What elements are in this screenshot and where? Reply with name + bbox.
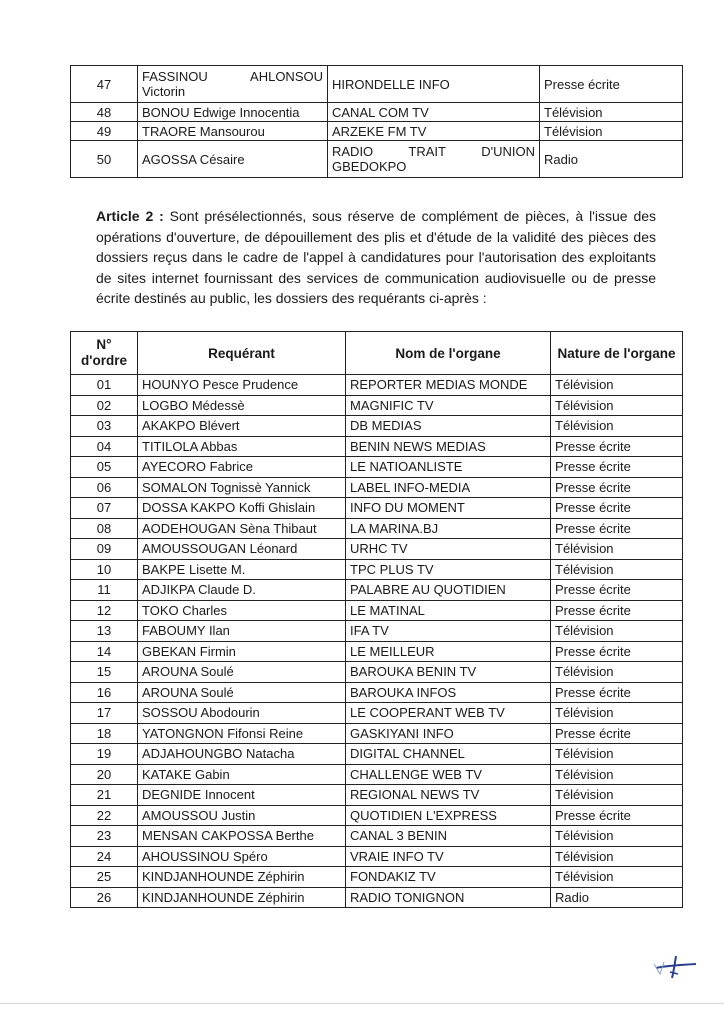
applicant-name: ADJIKPA Claude D. xyxy=(138,580,346,601)
row-number: 08 xyxy=(71,518,138,539)
applicant-name: BONOU Edwige Innocentia xyxy=(138,103,328,122)
header-organ-nature: Nature de l'organe xyxy=(551,332,683,375)
row-number: 24 xyxy=(71,846,138,867)
organ-nature: Télévision xyxy=(551,395,683,416)
organ-nature: Presse écrite xyxy=(551,600,683,621)
row-number: 07 xyxy=(71,498,138,519)
organ-nature: Presse écrite xyxy=(540,66,683,103)
applicant-name: LOGBO Médessè xyxy=(138,395,346,416)
organ-name: IFA TV xyxy=(346,621,551,642)
applicant-name: AMOUSSOU Justin xyxy=(138,805,346,826)
applicant-name: HOUNYO Pesce Prudence xyxy=(138,375,346,396)
row-number: 14 xyxy=(71,641,138,662)
applicant-name: TITILOLA Abbas xyxy=(138,436,346,457)
row-number: 20 xyxy=(71,764,138,785)
row-number: 10 xyxy=(71,559,138,580)
organ-nature: Télévision xyxy=(551,764,683,785)
organ-name: FONDAKIZ TV xyxy=(346,867,551,888)
organ-name: LABEL INFO-MEDIA xyxy=(346,477,551,498)
applicant-name: BAKPE Lisette M. xyxy=(138,559,346,580)
applicant-name: YATONGNON Fifonsi Reine xyxy=(138,723,346,744)
table-row xyxy=(71,826,683,847)
row-number: 49 xyxy=(71,122,138,141)
organ-name: VRAIE INFO TV xyxy=(346,846,551,867)
organ-name: CHALLENGE WEB TV xyxy=(346,764,551,785)
table-row xyxy=(71,436,683,457)
applicant-name: TOKO Charles xyxy=(138,600,346,621)
applicant-name: GBEKAN Firmin xyxy=(138,641,346,662)
table-row xyxy=(71,600,683,621)
row-number: 50 xyxy=(71,141,138,178)
table-row xyxy=(71,887,683,908)
table-row xyxy=(71,580,683,601)
organ-nature: Télévision xyxy=(551,846,683,867)
organ-nature: Presse écrite xyxy=(551,498,683,519)
candidates-table-continued xyxy=(70,65,683,178)
organ-name: LE MATINAL xyxy=(346,600,551,621)
organ-name: BAROUKA BENIN TV xyxy=(346,662,551,683)
table-row xyxy=(71,375,683,396)
table-row xyxy=(71,703,683,724)
table-row xyxy=(71,395,683,416)
organ-nature: Presse écrite xyxy=(551,436,683,457)
table-row xyxy=(71,641,683,662)
row-number: 16 xyxy=(71,682,138,703)
organ-name: DB MEDIAS xyxy=(346,416,551,437)
applicant-name: AKAKPO Blévert xyxy=(138,416,346,437)
row-number: 19 xyxy=(71,744,138,765)
organ-nature: Presse écrite xyxy=(551,518,683,539)
table-row xyxy=(71,867,683,888)
organ-nature: Presse écrite xyxy=(551,477,683,498)
organ-nature: Presse écrite xyxy=(551,723,683,744)
applicant-name: SOSSOU Abodourin xyxy=(138,703,346,724)
table-row xyxy=(71,785,683,806)
organ-nature: Télévision xyxy=(551,375,683,396)
table-row xyxy=(71,559,683,580)
table-row xyxy=(71,621,683,642)
organ-nature: Télévision xyxy=(551,416,683,437)
applicant-name: ADJAHOUNGBO Natacha xyxy=(138,744,346,765)
organ-name: CANAL COM TV xyxy=(328,103,540,122)
header-organ-name: Nom de l'organe xyxy=(346,332,551,375)
applicant-name: FABOUMY Ilan xyxy=(138,621,346,642)
organ-name: INFO DU MOMENT xyxy=(346,498,551,519)
header-order-number: N° d'ordre xyxy=(71,332,138,375)
organ-name: REGIONAL NEWS TV xyxy=(346,785,551,806)
organ-nature: Presse écrite xyxy=(551,805,683,826)
organ-nature: Télévision xyxy=(551,621,683,642)
row-number: 11 xyxy=(71,580,138,601)
page-bottom-rule xyxy=(0,1003,724,1004)
table-row xyxy=(71,477,683,498)
row-number: 17 xyxy=(71,703,138,724)
applicant-name: AMOUSSOUGAN Léonard xyxy=(138,539,346,560)
table-row xyxy=(71,122,683,141)
article-2-paragraph xyxy=(96,206,656,309)
table-row xyxy=(71,723,683,744)
table-row xyxy=(71,66,683,103)
applicant-name: TRAORE Mansourou xyxy=(138,122,328,141)
table-row xyxy=(71,846,683,867)
row-number: 47 xyxy=(71,66,138,103)
table-row xyxy=(71,498,683,519)
row-number: 09 xyxy=(71,539,138,560)
applicant-name: AROUNA Soulé xyxy=(138,682,346,703)
header-applicant: Requérant xyxy=(138,332,346,375)
applicant-name: KATAKE Gabin xyxy=(138,764,346,785)
applicant-name: FASSINOU AHLONSOU Victorin xyxy=(138,66,328,103)
row-number: 03 xyxy=(71,416,138,437)
row-number: 12 xyxy=(71,600,138,621)
organ-nature: Télévision xyxy=(540,103,683,122)
organ-nature: Télévision xyxy=(540,122,683,141)
organ-name: LA MARINA.BJ xyxy=(346,518,551,539)
organ-nature: Télévision xyxy=(551,703,683,724)
organ-nature: Télévision xyxy=(551,559,683,580)
row-number: 21 xyxy=(71,785,138,806)
organ-nature: Télévision xyxy=(551,662,683,683)
row-number: 26 xyxy=(71,887,138,908)
table-row xyxy=(71,457,683,478)
table-row xyxy=(71,539,683,560)
row-number: 04 xyxy=(71,436,138,457)
row-number: 22 xyxy=(71,805,138,826)
organ-name: CANAL 3 BENIN xyxy=(346,826,551,847)
table-row xyxy=(71,141,683,178)
organ-nature: Radio xyxy=(551,887,683,908)
article-label: Article 2 : xyxy=(96,208,164,224)
table-row xyxy=(71,805,683,826)
organ-name: BENIN NEWS MEDIAS xyxy=(346,436,551,457)
table-row xyxy=(71,764,683,785)
table-row xyxy=(71,518,683,539)
organ-nature: Télévision xyxy=(551,867,683,888)
organ-name: GASKIYANI INFO xyxy=(346,723,551,744)
organ-nature: Presse écrite xyxy=(551,457,683,478)
organ-name: ARZEKE FM TV xyxy=(328,122,540,141)
applicant-name: DOSSA KAKPO Koffi Ghislain xyxy=(138,498,346,519)
organ-name: RADIO TRAIT D'UNION GBEDOKPO xyxy=(328,141,540,178)
row-number: 01 xyxy=(71,375,138,396)
organ-nature: Presse écrite xyxy=(551,641,683,662)
organ-nature: Télévision xyxy=(551,785,683,806)
organ-name: RADIO TONIGNON xyxy=(346,887,551,908)
applicant-name: KINDJANHOUNDE Zéphirin xyxy=(138,867,346,888)
applicant-name: AODEHOUGAN Sèna Thibaut xyxy=(138,518,346,539)
row-number: 13 xyxy=(71,621,138,642)
applicant-name: AROUNA Soulé xyxy=(138,662,346,683)
applicant-name: MENSAN CAKPOSSA Berthe xyxy=(138,826,346,847)
organ-name: MAGNIFIC TV xyxy=(346,395,551,416)
organ-name: URHC TV xyxy=(346,539,551,560)
applicant-name: AYECORO Fabrice xyxy=(138,457,346,478)
article-text: Sont présélectionnés, sous réserve de complément de pièces, à l'issue des opérations d'ouverture, de dépouillement des plis et d'étude de la validité des pièces des dossiers reçus dans le cadre de l'appel à candidatures pour l'autorisation des exploitants de sites internet fournissant des services de communication audiovisuelle ou de presse écrite destinés au public, les dossiers des requérants ci-après : xyxy=(96,208,657,306)
row-number: 02 xyxy=(71,395,138,416)
organ-nature: Télévision xyxy=(551,744,683,765)
row-number: 48 xyxy=(71,103,138,122)
organ-nature: Télévision xyxy=(551,539,683,560)
organ-name: DIGITAL CHANNEL xyxy=(346,744,551,765)
organ-name: QUOTIDIEN L'EXPRESS xyxy=(346,805,551,826)
organ-name: REPORTER MEDIAS MONDE xyxy=(346,375,551,396)
organ-name: LE MEILLEUR xyxy=(346,641,551,662)
applicant-name: KINDJANHOUNDE Zéphirin xyxy=(138,887,346,908)
organ-name: LE NATIOANLISTE xyxy=(346,457,551,478)
table-body xyxy=(71,375,683,908)
row-number: 23 xyxy=(71,826,138,847)
table-row xyxy=(71,744,683,765)
handwritten-initial-mark xyxy=(650,950,702,980)
applicant-name: AHOUSSINOU Spéro xyxy=(138,846,346,867)
row-number: 15 xyxy=(71,662,138,683)
row-number: 25 xyxy=(71,867,138,888)
table-row xyxy=(71,682,683,703)
table-header-row xyxy=(71,332,683,375)
organ-name: HIRONDELLE INFO xyxy=(328,66,540,103)
applicant-name: SOMALON Tognissè Yannick xyxy=(138,477,346,498)
organ-name: BAROUKA INFOS xyxy=(346,682,551,703)
row-number: 05 xyxy=(71,457,138,478)
organ-nature: Radio xyxy=(540,141,683,178)
applicant-name: AGOSSA Césaire xyxy=(138,141,328,178)
organ-name: LE COOPERANT WEB TV xyxy=(346,703,551,724)
organ-nature: Presse écrite xyxy=(551,682,683,703)
applicant-name: DEGNIDE Innocent xyxy=(138,785,346,806)
table-row xyxy=(71,662,683,683)
organ-name: PALABRE AU QUOTIDIEN xyxy=(346,580,551,601)
row-number: 18 xyxy=(71,723,138,744)
organ-name: TPC PLUS TV xyxy=(346,559,551,580)
row-number: 06 xyxy=(71,477,138,498)
organ-nature: Télévision xyxy=(551,826,683,847)
table-row xyxy=(71,416,683,437)
table-row xyxy=(71,103,683,122)
organ-nature: Presse écrite xyxy=(551,580,683,601)
preselected-candidates-table xyxy=(70,331,683,908)
